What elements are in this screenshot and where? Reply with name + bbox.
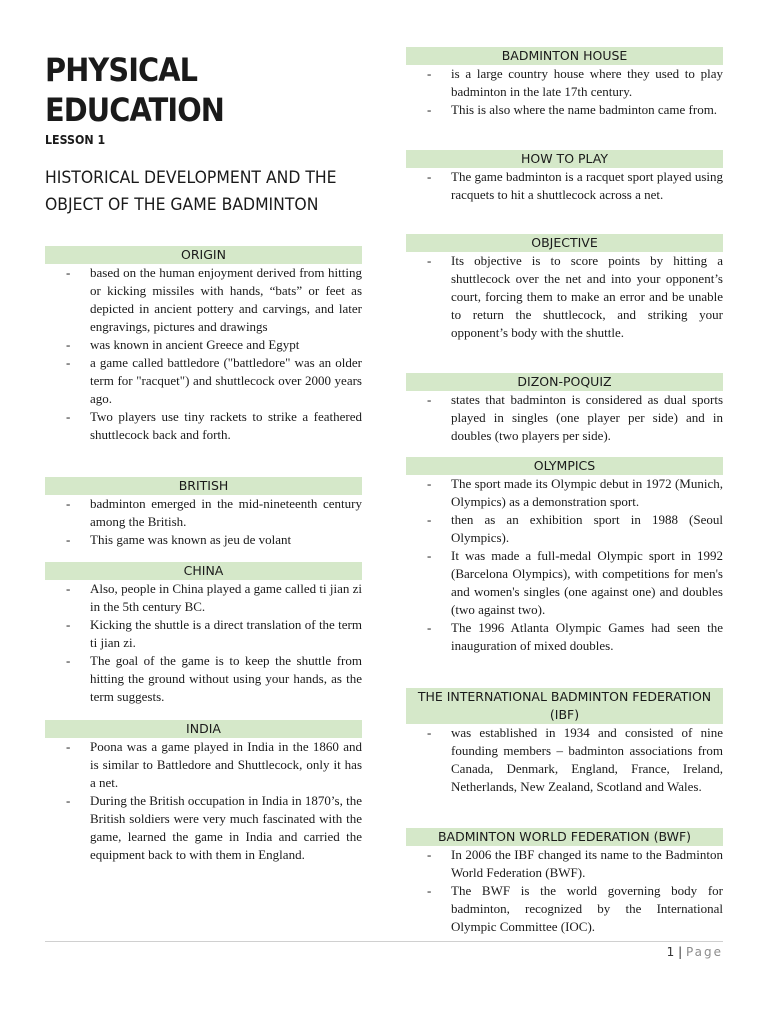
section-heading: CHINA bbox=[45, 562, 362, 580]
list-item: - Its objective is to score points by hitting a shuttlecock over the net and into your opponent’s court, forcing them to make an error and be unable to return the shuttlecock, and striking your opponent’s body with the shuttle. bbox=[427, 253, 723, 340]
list-item: - This game was known as jeu de volant bbox=[66, 532, 292, 547]
list-item: - The sport made its Olympic debut in 1972 (Munich, Olympics) as a demonstration sport. bbox=[427, 476, 723, 509]
list-item: - states that badminton is considered as dual sports played in singles (one player per side) and in doubles (two players per side). bbox=[427, 392, 723, 443]
bullet-dash: - bbox=[66, 409, 71, 424]
bullet-dash: - bbox=[427, 620, 432, 635]
bullet-dash: - bbox=[427, 548, 432, 563]
section-india bbox=[45, 720, 362, 864]
bullet-dash: - bbox=[427, 253, 432, 268]
bullet-dash: - bbox=[66, 739, 71, 754]
list-item: - Poona was a game played in India in the 1860 and is similar to Battledore and Shuttlecock, only it has a net. bbox=[66, 739, 362, 790]
footer-divider bbox=[45, 941, 723, 942]
section-heading: HOW TO PLAY bbox=[406, 150, 723, 168]
list-item: - badminton emerged in the mid-nineteenth century among the British. bbox=[66, 496, 362, 529]
list-item: - This is also where the name badminton came from. bbox=[427, 102, 718, 117]
list-item: - During the British occupation in India in 1870’s, the British soldiers were very much fascinated with the game, learned the game in India and carried the equipment back to with them in England. bbox=[66, 793, 362, 862]
section-olympics bbox=[406, 457, 723, 655]
bullet-dash: - bbox=[427, 725, 432, 740]
list-item: - The 1996 Atlanta Olympic Games had seen the inauguration of mixed doubles. bbox=[427, 620, 723, 653]
list-item: - is a large country house where they used to play badminton in the late 17th century. bbox=[427, 66, 723, 99]
list-item: - was known in ancient Greece and Egypt bbox=[66, 337, 300, 352]
section-heading: DIZON-POQUIZ bbox=[406, 373, 723, 391]
section-british bbox=[45, 477, 362, 549]
bullet-dash: - bbox=[427, 476, 432, 491]
list-item: - Two players use tiny rackets to strike a feathered shuttlecock back and forth. bbox=[66, 409, 362, 442]
bullet-dash: - bbox=[427, 883, 432, 898]
bullet-dash: - bbox=[427, 847, 432, 862]
bullet-dash: - bbox=[66, 265, 71, 280]
bullet-dash: - bbox=[66, 793, 71, 808]
section-heading: THE INTERNATIONAL BADMINTON FEDERATION (IBF) bbox=[406, 688, 723, 724]
list-item: - The BWF is the world governing body for badminton, recognized by the International Olympic Committee (IOC). bbox=[427, 883, 723, 934]
bullet-dash: - bbox=[66, 617, 71, 632]
section-bwf bbox=[406, 828, 723, 936]
list-item: - Kicking the shuttle is a direct translation of the term ti jian zi. bbox=[66, 617, 362, 650]
list-item: - Also, people in China played a game called ti jian zi in the 5th century BC. bbox=[66, 581, 362, 614]
bullet-dash: - bbox=[427, 102, 432, 117]
section-heading: BRITISH bbox=[45, 477, 362, 495]
page-number: 1 bbox=[666, 945, 675, 959]
section-badminton-house bbox=[406, 47, 723, 119]
footer-separator: | bbox=[678, 945, 683, 959]
section-heading: BADMINTON WORLD FEDERATION (BWF) bbox=[406, 828, 723, 846]
bullet-dash: - bbox=[66, 355, 71, 370]
section-origin bbox=[45, 246, 362, 444]
bullet-dash: - bbox=[66, 532, 71, 547]
bullet-dash: - bbox=[66, 653, 71, 668]
list-item: - based on the human enjoyment derived from hitting or kicking missiles with hands, “bats” or feet as depicted in ancient pottery and carvings, and later engravings, pictures and drawings bbox=[66, 265, 362, 334]
list-item: - then as an exhibition sport in 1988 (Seoul Olympics). bbox=[427, 512, 723, 545]
list-item: - It was made a full-medal Olympic sport in 1992 (Barcelona Olympics), with competitions for men's and women's singles (one against one) and doubles (two against two). bbox=[427, 548, 723, 617]
page-footer bbox=[667, 945, 723, 959]
bullet-dash: - bbox=[427, 169, 432, 184]
section-dizon-poquiz bbox=[406, 373, 723, 445]
bullet-dash: - bbox=[427, 66, 432, 81]
lesson-subtitle: HISTORICAL DEVELOPMENT AND THE OBJECT OF THE GAME BADMINTON bbox=[45, 168, 337, 215]
section-china bbox=[45, 562, 362, 706]
bullet-dash: - bbox=[66, 337, 71, 352]
section-heading: OBJECTIVE bbox=[406, 234, 723, 252]
section-heading: BADMINTON HOUSE bbox=[406, 47, 723, 65]
page-word: Page bbox=[685, 945, 723, 959]
list-item: - The game badminton is a racquet sport played using racquets to hit a shuttlecock across a net. bbox=[427, 169, 723, 202]
bullet-dash: - bbox=[66, 581, 71, 596]
list-item: - The goal of the game is to keep the shuttle from hitting the ground without using your hands, as the term suggests. bbox=[66, 653, 362, 704]
section-heading: INDIA bbox=[45, 720, 362, 738]
bullet-dash: - bbox=[66, 496, 71, 511]
section-how-to-play bbox=[406, 150, 723, 204]
document-title: PHYSICAL EDUCATION bbox=[45, 51, 225, 129]
section-heading: OLYMPICS bbox=[406, 457, 723, 475]
section-ibf bbox=[406, 688, 723, 796]
list-item: - was established in 1934 and consisted of nine founding members – badminton associations from Canada, Denmark, England, France, Ireland, Netherlands, New Zealand, Scotland and Wales. bbox=[427, 725, 723, 794]
list-item: - a game called battledore ("battledore" was an older term for "racquet") and shuttlecock over 2000 years ago. bbox=[66, 355, 362, 406]
section-heading: ORIGIN bbox=[45, 246, 362, 264]
lesson-label: LESSON 1 bbox=[45, 133, 106, 147]
bullet-dash: - bbox=[427, 512, 432, 527]
section-objective bbox=[406, 234, 723, 342]
list-item: - In 2006 the IBF changed its name to the Badminton World Federation (BWF). bbox=[427, 847, 723, 880]
bullet-dash: - bbox=[427, 392, 432, 407]
